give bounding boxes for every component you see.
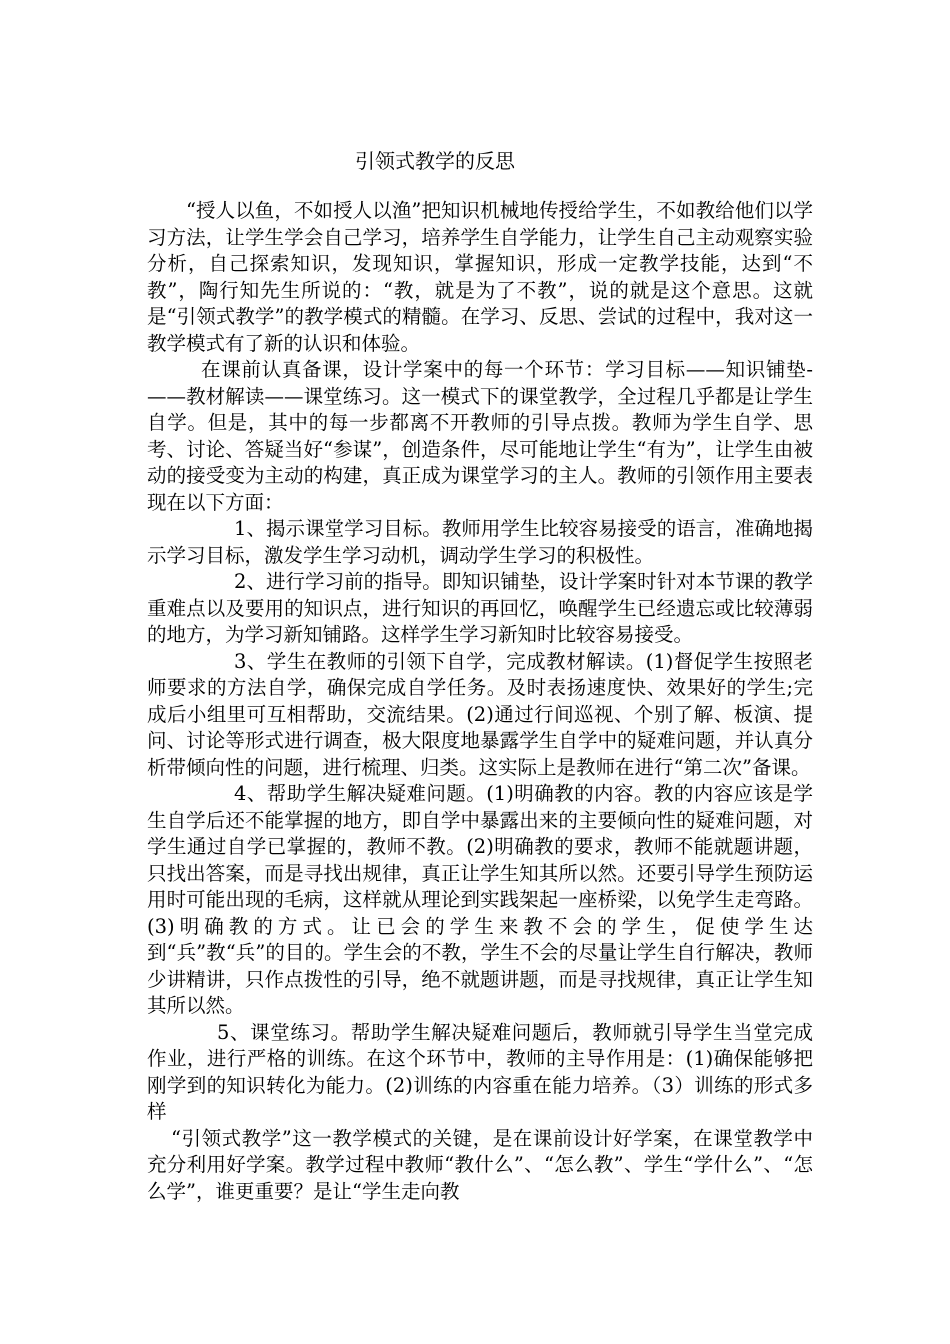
- paragraph-point-3: 3、学生在教师的引领下自学，完成教材解读。(1)督促学生按照老师要求的方法自学，确保完成自学任务。及时表扬速度快、效果好的学生;完成后小组里可互相帮助，交流结果。(2)通过行间巡视、个别了解、板演、提问、讨论等形式进行调查，极大限度地暴露学生自学中的疑难问题，并认真分析带倾向性的问题，进行梳理、归类。这实际上是教师在进行“第二次”备课。: [147, 649, 813, 779]
- page-title: 引领式教学的反思: [355, 149, 515, 173]
- paragraph-conclusion: “引领式教学”这一教学模式的关键，是在课前设计好学案，在课堂教学中充分利用好学案。教学过程中教师“教什么”、“怎么教”、学生“学什么”、“怎么学”，谁更重要？是让“学生走向教: [147, 1126, 813, 1203]
- paragraph-point-5: 5、课堂练习。帮助学生解决疑难问题后，教师就引导学生当堂完成作业，进行严格的训练。在这个环节中，教师的主导作用是：(1)确保能够把刚学到的知识转化为能力。(2)训练的内容重在能力培养。（3）训练的形式多样: [147, 1020, 813, 1123]
- paragraph-intro: “授人以鱼，不如授人以渔”把知识机械地传授给学生，不如教给他们以学习方法，让学生学会自己学习，培养学生自学能力，让学生自己主动观察实验分析，自己探索知识，发现知识，掌握知识，形成一定教学技能，达到“不教”，陶行知先生所说的：“教，就是为了不教”，说的就是这个意思。这就是“引领式教学”的教学模式的精髓。在学习、反思、尝试的过程中，我对这一教学模式有了新的认识和体验。: [147, 199, 813, 355]
- paragraph-preparation: 在课前认真备课，设计学案中的每一个环节：学习目标——知识铺垫-——教材解读——课堂练习。这一模式下的课堂教学，全过程几乎都是让学生自学。但是，其中的每一步都离不开教师的引导点拨。教师为学生自学、思考、讨论、答疑当好“参谋”，创造条件，尽可能地让学生“有为”，让学生由被动的接受变为主动的构建，真正成为课堂学习的主人。教师的引领作用主要表现在以下方面：: [147, 358, 813, 514]
- paragraph-point-1: 1、揭示课堂学习目标。教师用学生比较容易接受的语言，准确地揭示学习目标，激发学生学习动机，调动学生学习的积极性。: [147, 517, 813, 567]
- paragraph-point-4: 4、帮助学生解决疑难问题。(1)明确教的内容。教的内容应该是学生自学后还不能掌握的地方，即自学中暴露出来的主要倾向性的疑难问题，对学生通过自学已掌握的，教师不教。(2)明确教的要求，教师不能就题讲题，只找出答案，而是寻找出规律，真正让学生知其所以然。还要引导学生预防运用时可能出现的毛病，这样就从理论到实践架起一座桥梁，以免学生走弯路。(3)明确教的方式。让已会的学生来教不会的学生，促使学生达到“兵”教“兵”的目的。学生会的不教，学生不会的尽量让学生自行解决，教师少讲精讲，只作点拨性的引导，绝不就题讲题，而是寻找规律，真正让学生知其所以然。: [147, 782, 813, 1017]
- document-body: [147, 198, 813, 1205]
- paragraph-point-2: 2、进行学习前的指导。即知识铺垫，设计学案时针对本节课的教学重难点以及要用的知识点，进行知识的再回忆，唤醒学生已经遗忘或比较薄弱的地方，为学习新知铺路。这样学生学习新知时比较容易接受。: [147, 570, 813, 646]
